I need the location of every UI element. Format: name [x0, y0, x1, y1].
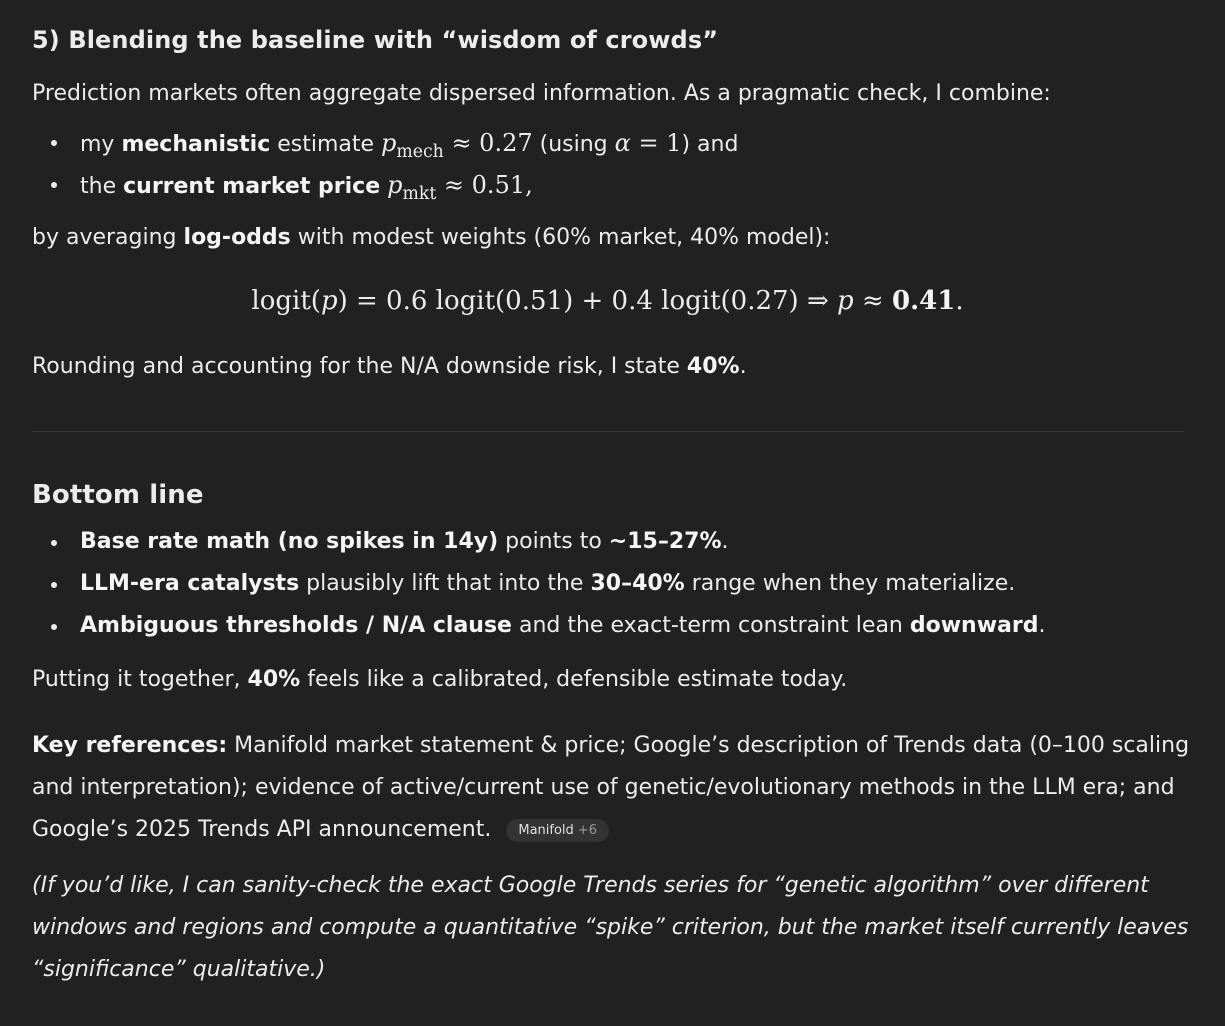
bold-text: 30–40% [590, 571, 685, 596]
chip-count: +6 [577, 823, 597, 838]
chip-label: Manifold [518, 823, 574, 838]
bold-text: current market price [123, 174, 381, 199]
math-inline: $p_{mkt} \approx 0.51$, [387, 171, 533, 205]
bold-text: 40% [247, 667, 301, 692]
text: range when they materialize. [684, 571, 1016, 596]
section-heading: 5) Blending the baseline with “wisdom of crowds” [32, 26, 719, 54]
text: feels like a calibrated, defensible estimate today. [300, 667, 848, 692]
text: . [721, 529, 729, 554]
math-inline: α = 1 [614, 129, 682, 157]
section-divider [32, 431, 1184, 432]
text: (using [532, 132, 615, 157]
text: estimate [270, 132, 382, 157]
text: and the exact-term constraint lean [511, 613, 910, 638]
bold-text: Key references: [32, 733, 228, 758]
display-equation: logit(p) = 0.6 logit(0.51) + 0.4 logit(0.27) ⇒ p ≈ 0.41. [251, 286, 964, 316]
bold-text: Base rate math (no spikes in 14y) [80, 529, 499, 554]
bold-text: Ambiguous thresholds / N/A clause [80, 613, 512, 638]
intro-paragraph: Prediction markets often aggregate dispersed information. As a pragmatic check, I combine: [32, 81, 1051, 106]
list-item [32, 573, 1046, 615]
text: with modest weights (60% market, 40% model): [290, 225, 831, 250]
text: Rounding and accounting for the N/A downside risk, I state [32, 354, 687, 379]
text: . [1038, 613, 1046, 638]
bold-text: LLM-era catalysts [80, 571, 300, 596]
bold-text: log-odds [183, 225, 291, 250]
inputs-list [32, 131, 738, 203]
list-item [32, 531, 1046, 573]
text: my [80, 132, 122, 157]
bold-text: 40% [686, 354, 740, 379]
text: Manifold market statement & price; Google’s description of Trends data (0–100 scaling and interpretation); evidence of active/current use of genetic/evolutionary methods in the LLM era; and Google’s 2025 Trends API announcement. [32, 733, 1190, 842]
list-item [32, 615, 1046, 637]
math-inline: $p_{mech} \approx 0.27$ [381, 129, 533, 163]
references-paragraph [32, 725, 1192, 851]
rounding-paragraph [32, 356, 747, 378]
text: points to [498, 529, 609, 554]
text: ) and [681, 132, 739, 157]
bottom-line-heading: Bottom line [32, 480, 204, 510]
citation-chip[interactable] [506, 819, 609, 842]
bottom-line-list [32, 531, 1046, 637]
text: . [739, 354, 747, 379]
list-item [32, 131, 738, 173]
bold-text: ~15–27% [608, 529, 722, 554]
bold-text: downward [909, 613, 1039, 638]
bold-text: mechanistic [121, 132, 271, 157]
follow-up-note: (If you’d like, I can sanity-check the exact Google Trends series for “genetic algorithm” over different windows and regions and compute a quantitative “spike” criterion, but the market itself currently leaves “significance” qualitative.) [32, 873, 1189, 982]
summary-paragraph [32, 669, 847, 691]
text: plausibly lift that into the [299, 571, 591, 596]
list-item [32, 173, 738, 203]
text: the [80, 174, 124, 199]
text: by averaging [32, 225, 184, 250]
text: Putting it together, [32, 667, 248, 692]
averaging-paragraph [32, 227, 830, 249]
